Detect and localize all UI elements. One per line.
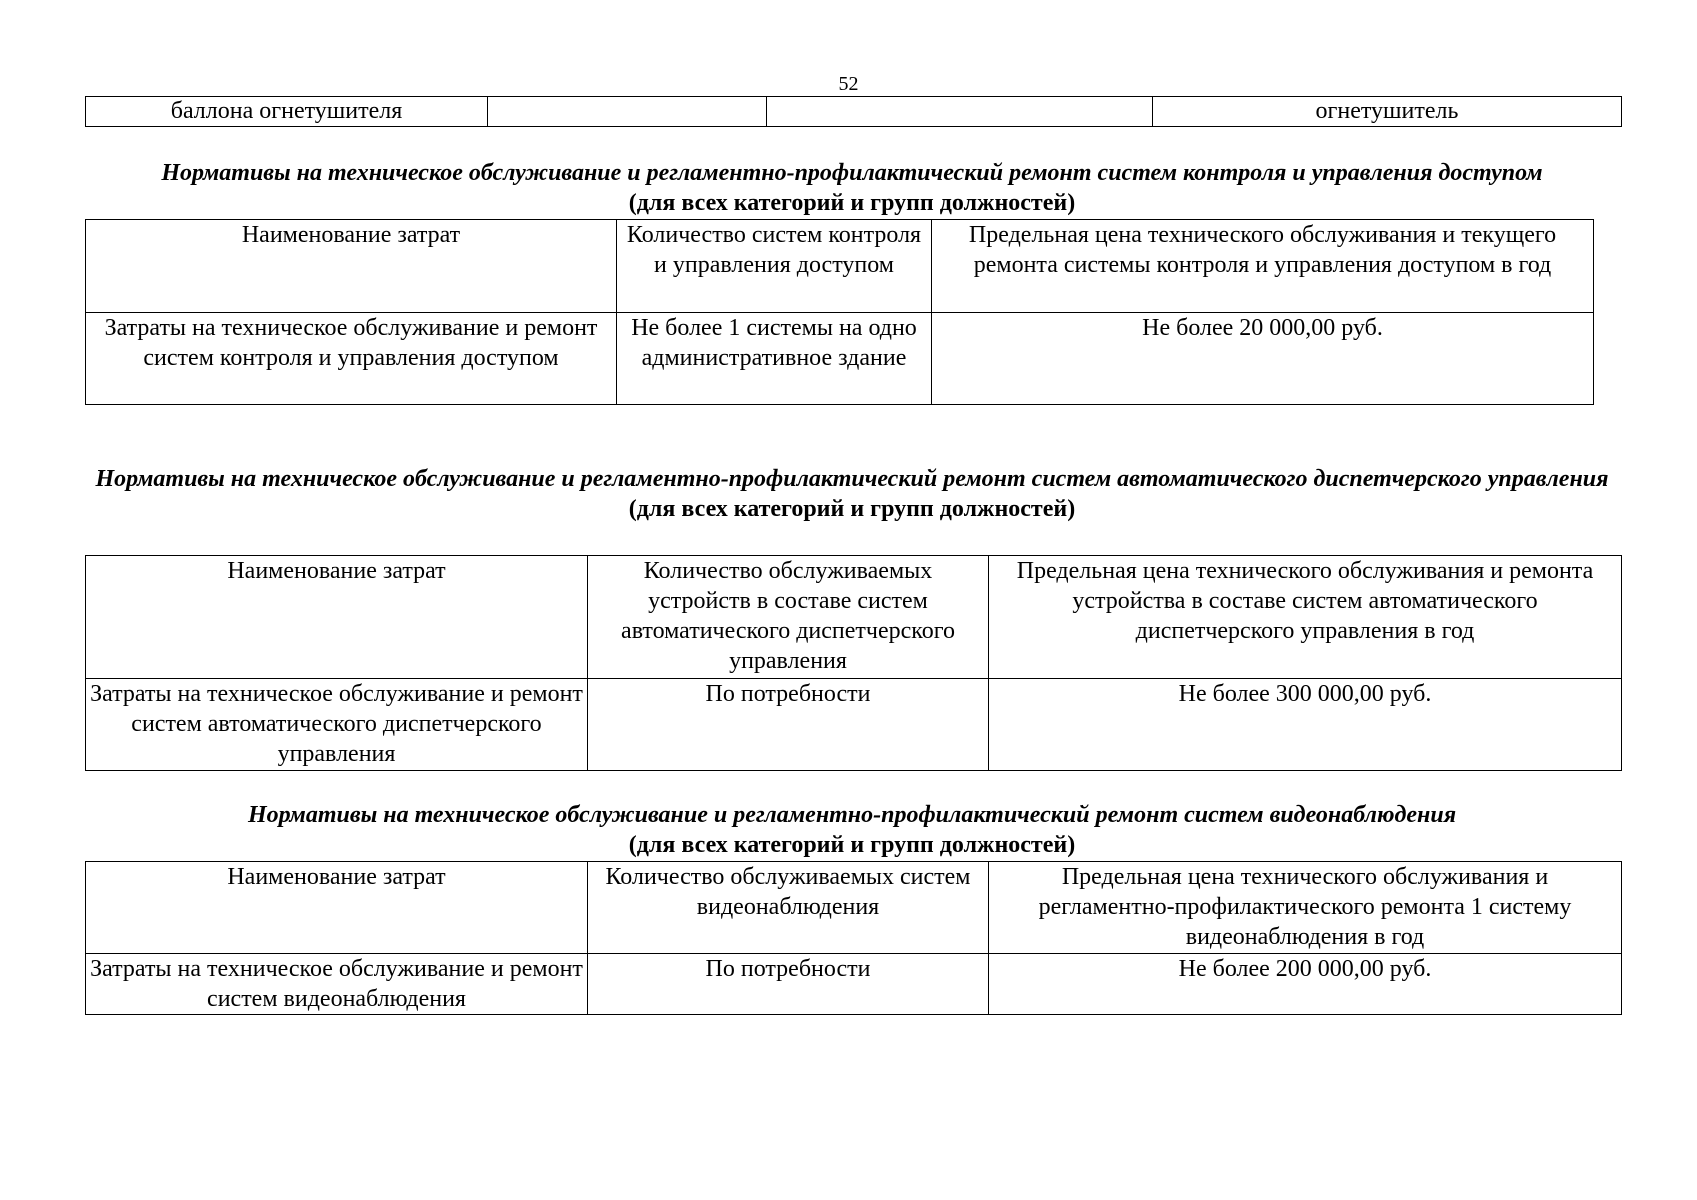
section-title-video-surveillance (84, 800, 1620, 860)
table-header-row (86, 556, 1622, 679)
table-header-row (86, 220, 1594, 313)
table-row (86, 679, 1622, 771)
dispatch-control-table (85, 555, 1622, 771)
table-row (86, 954, 1622, 1015)
table-cell: По потребности (588, 954, 989, 1015)
section-subheading: (для всех категорий и групп должностей) (628, 832, 1076, 858)
table-cell: Затраты на техническое обслуживание и ремонт систем видеонаблюдения (86, 954, 588, 1015)
table-row (86, 97, 1622, 127)
table-cell: баллона огнетушителя (86, 97, 488, 127)
continuation-table (85, 96, 1622, 127)
column-header: Наименование затрат (86, 862, 588, 954)
table-cell: огнетушитель (1153, 97, 1622, 127)
table-cell: По потребности (588, 679, 989, 771)
column-header: Количество систем контроля и управления доступом (617, 220, 932, 313)
column-header: Количество обслуживаемых систем видеонаблюдения (588, 862, 989, 954)
column-header: Наименование затрат (86, 556, 588, 679)
table-cell (767, 97, 1153, 127)
column-header: Предельная цена технического обслуживания и текущего ремонта системы контроля и управления доступом в год (932, 220, 1594, 313)
table-header-row (86, 862, 1622, 954)
table-cell: Затраты на техническое обслуживание и ремонт систем контроля и управления доступом (86, 313, 617, 405)
table-row (86, 313, 1594, 405)
section-title-access-control (84, 158, 1620, 218)
column-header: Количество обслуживаемых устройств в составе систем автоматического диспетчерского управления (588, 556, 989, 679)
column-header: Наименование затрат (86, 220, 617, 313)
page-number: 52 (838, 73, 859, 95)
table-cell: Не более 300 000,00 руб. (989, 679, 1622, 771)
table-cell: Не более 1 системы на одно административное здание (617, 313, 932, 405)
table-cell: Затраты на техническое обслуживание и ремонт систем автоматического диспетчерского управления (86, 679, 588, 771)
table-cell (488, 97, 767, 127)
section-subheading: (для всех категорий и групп должностей) (628, 190, 1076, 216)
section-heading: Нормативы на техническое обслуживание и регламентно-профилактический ремонт систем контроля и управления доступом (161, 160, 1543, 186)
access-control-table (85, 219, 1594, 405)
table-cell: Не более 20 000,00 руб. (932, 313, 1594, 405)
video-surveillance-table (85, 861, 1622, 1015)
section-subheading: (для всех категорий и групп должностей) (628, 496, 1076, 522)
table-cell: Не более 200 000,00 руб. (989, 954, 1622, 1015)
column-header: Предельная цена технического обслуживания и ремонта устройства в составе систем автоматического диспетчерского управления в год (989, 556, 1622, 679)
section-heading: Нормативы на техническое обслуживание и регламентно-профилактический ремонт систем видеонаблюдения (247, 802, 1457, 828)
column-header: Предельная цена технического обслуживания и регламентно-профилактического ремонта 1 систему видеонаблюдения в год (989, 862, 1622, 954)
section-title-dispatch-control (84, 464, 1620, 524)
section-heading: Нормативы на техническое обслуживание и регламентно-профилактический ремонт систем автоматического диспетчерского управления (95, 466, 1609, 492)
